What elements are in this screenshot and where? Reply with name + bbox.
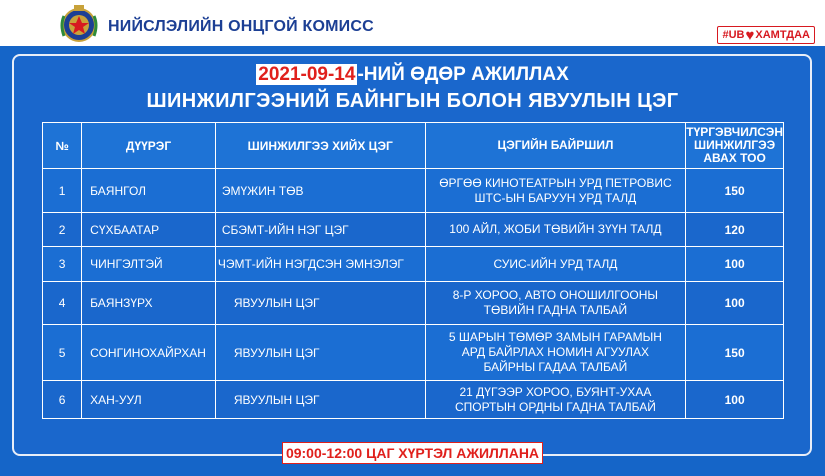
header-district: ДҮҮРЭГ <box>82 123 216 169</box>
row-location-line1: СУИС-ИЙН УРД ТАЛД <box>493 256 618 271</box>
row-point: ЯВУУЛЫН ЦЭГ <box>215 325 425 381</box>
row-location-line1: 8-Р ХОРОО, АВТО ОНОШИЛГООНЫ <box>452 288 659 302</box>
table-row <box>43 381 784 419</box>
footer <box>0 442 825 464</box>
row-location <box>425 247 686 282</box>
hashtag-prefix: #UB <box>722 29 745 41</box>
row-no: 4 <box>43 282 82 325</box>
header-point: ШИНЖИЛГЭЭ ХИЙХ ЦЭГ <box>215 123 425 169</box>
row-location <box>425 169 686 213</box>
row-location-line1: 5 ШАРЫН ТӨМӨР ЗАМЫН ГАРАМЫН <box>448 330 662 344</box>
row-quantity: 150 <box>686 325 784 381</box>
row-no: 2 <box>43 213 82 247</box>
table-row <box>43 169 784 213</box>
header-quantity-line2: ШИНЖИЛГЭЭ <box>694 138 776 152</box>
row-district: ЧИНГЭЛТЭЙ <box>82 247 216 282</box>
row-district: ХАН-УУЛ <box>82 381 216 419</box>
table-header-row <box>43 123 784 169</box>
row-quantity: 100 <box>686 247 784 282</box>
headline-date-suffix: -НИЙ ӨДӨР АЖИЛЛАХ <box>357 64 569 85</box>
header-quantity <box>686 123 784 169</box>
row-district: СОНГИНОХАЙРХАН <box>82 325 216 381</box>
header-quantity-line3: АВАХ ТОО <box>703 151 766 165</box>
row-location-line1: ӨРГӨӨ КИНОТЕАТРЫН УРД ПЕТРОВИС <box>439 175 672 190</box>
hashtag-badge <box>717 26 815 44</box>
row-district: БАЯНГОЛ <box>82 169 216 213</box>
row-district: СҮХБААТАР <box>82 213 216 247</box>
org-title: НИЙСЛЭЛИЙН ОНЦГОЙ КОМИСС <box>108 18 374 35</box>
table-row <box>43 247 784 282</box>
row-location <box>425 213 686 247</box>
row-no: 1 <box>43 169 82 213</box>
table-row <box>43 325 784 381</box>
row-location <box>425 282 686 325</box>
row-location-line3: БАЙРНЫ ГАДАА ТАЛБАЙ <box>483 360 628 374</box>
row-location-line2: СПОРТЫН ОРДНЫ ГАДНА ТАЛБАЙ <box>454 399 656 414</box>
table-row <box>43 213 784 247</box>
table-row <box>43 282 784 325</box>
header-no: № <box>43 123 82 169</box>
row-no: 5 <box>43 325 82 381</box>
header-quantity-line1: ТҮРГЭВЧИЛСЭН <box>686 125 783 139</box>
row-location-line2: ШТС-ЫН БАРУУН УРД ТАЛД <box>474 190 637 205</box>
row-location-line2: ТӨВИЙН ГАДНА ТАЛБАЙ <box>483 303 628 317</box>
working-hours-banner: 09:00-12:00 ЦАГ ХҮРТЭЛ АЖИЛЛАНА <box>282 442 543 464</box>
testing-points-table <box>42 122 784 419</box>
row-location <box>425 325 686 381</box>
row-location-line1: 100 АЙЛ, ЖОБИ ТӨВИЙН ЗҮҮН ТАЛД <box>449 222 662 236</box>
row-quantity: 100 <box>686 381 784 419</box>
headline-date: 2021-09-14 <box>258 64 356 85</box>
row-point: ЯВУУЛЫН ЦЭГ <box>215 282 425 325</box>
row-quantity: 100 <box>686 282 784 325</box>
headline-date-line <box>0 64 825 86</box>
row-point: ЭМҮЖИН ТӨВ <box>215 169 425 213</box>
row-location-line1: 21 ДҮГЭЭР ХОРОО, БУЯНТ-УХАА <box>459 384 652 399</box>
mongolia-emblem-icon <box>56 4 102 44</box>
headline-subtitle: ШИНЖИЛГЭЭНИЙ БАЙНГЫН БОЛОН ЯВУУЛЫН ЦЭГ <box>146 90 679 112</box>
row-point: СБЭМТ-ИЙН НЭГ ЦЭГ <box>215 213 425 247</box>
hashtag-suffix: ХАМТДАА <box>755 29 810 41</box>
row-no: 3 <box>43 247 82 282</box>
row-quantity: 150 <box>686 169 784 213</box>
row-point: ЧЭМТ-ИЙН НЭГДСЭН ЭМНЭЛЭГ <box>215 247 425 282</box>
row-quantity: 120 <box>686 213 784 247</box>
row-location-line2: АРД БАЙРЛАХ НОМИН АГУУЛАХ <box>461 345 650 359</box>
heart-icon: ♥ <box>745 26 755 44</box>
row-district: БАЯНЗҮРХ <box>82 282 216 325</box>
row-location <box>425 381 686 419</box>
header-location: ЦЭГИЙН БАЙРШИЛ <box>425 123 686 169</box>
row-no: 6 <box>43 381 82 419</box>
row-point: ЯВУУЛЫН ЦЭГ <box>215 381 425 419</box>
